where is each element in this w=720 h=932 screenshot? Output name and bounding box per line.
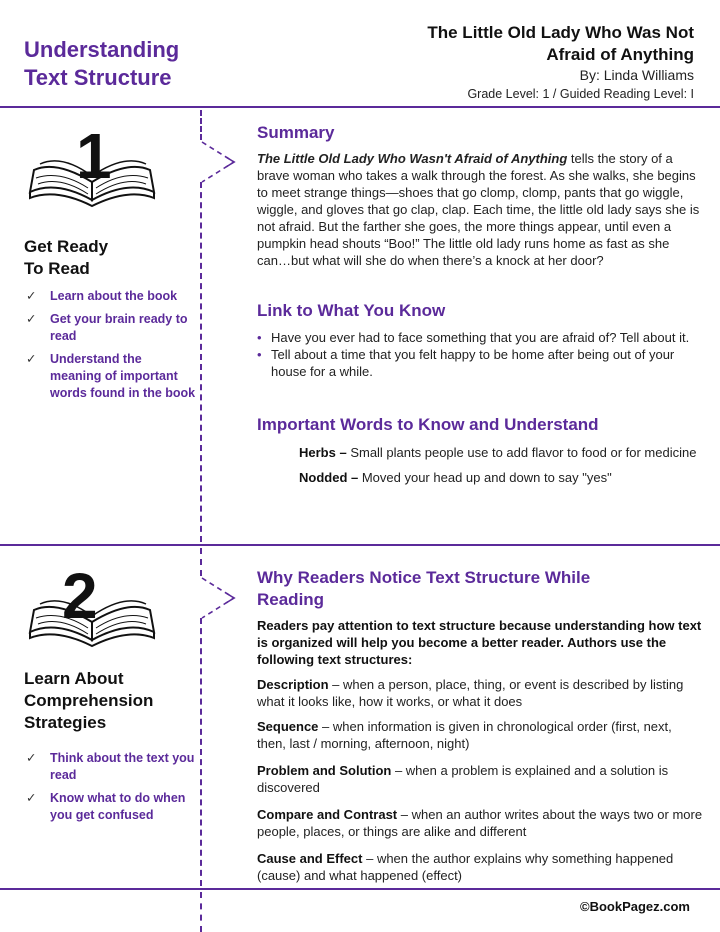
page-title-line1: Understanding — [24, 37, 180, 62]
structure-item: Description – when a person, place, thing, or event is described by listing what it looks like, how it works, or what it does — [257, 677, 684, 709]
step2-heading-line3: Strategies — [24, 713, 107, 732]
link-title: Link to What You Know — [257, 301, 446, 320]
check-icon: ✓ — [26, 352, 37, 366]
bullet-icon: • — [257, 330, 262, 345]
checklist-item: ✓ Think about the text you read — [26, 751, 195, 782]
step2-heading — [24, 668, 153, 734]
dashed-divider — [200, 548, 202, 576]
words-title: Important Words to Know and Understand — [257, 415, 599, 434]
summary-title: Summary — [257, 123, 335, 142]
arrow-icon — [200, 140, 240, 184]
check-icon: ✓ — [26, 751, 37, 765]
checklist-item: ✓ Get your brain ready to read — [26, 312, 188, 343]
book-title-italic: The Little Old Lady Who Wasn't Afraid of Anything — [257, 151, 568, 166]
step1-heading-line2: To Read — [24, 259, 90, 278]
why-title: Why Readers Notice Text Structure While Reading — [257, 568, 591, 609]
why-intro: Readers pay attention to text structure because understanding how text is organized will help you become a better reader. Authors use the following text structures: — [257, 618, 702, 667]
page-title-line2: Text Structure — [24, 65, 172, 90]
step1-checklist — [24, 288, 196, 408]
step2-checklist — [24, 750, 196, 830]
dashed-divider — [200, 182, 202, 542]
structure-item: Problem and Solution – when a problem is explained and a solution is discovered — [257, 763, 669, 795]
step-number: 1 — [76, 120, 112, 192]
open-book-icon — [26, 120, 166, 208]
dashed-divider — [200, 110, 202, 140]
check-icon: ✓ — [26, 289, 37, 303]
step-number: 2 — [62, 560, 98, 632]
dashed-divider — [200, 618, 202, 886]
grade-level: Grade Level: 1 / Guided Reading Level: I — [467, 87, 694, 101]
step1-heading-line1: Get Ready — [24, 237, 109, 256]
structure-item: Compare and Contrast – when an author writes about the ways two or more people, places, or things are alike and different — [257, 807, 703, 839]
word-item: Herbs – Small plants people use to add flavor to food or for medicine — [299, 445, 697, 460]
bullet-item: • Tell about a time that you felt happy to be home after being out of your house for a while. — [257, 347, 675, 379]
divider-bottom — [0, 888, 720, 890]
copyright: ©BookPagez.com — [580, 899, 690, 914]
bullet-item: • Have you ever had to face something that you are afraid of? Tell about it. — [257, 330, 690, 345]
step1-heading — [24, 236, 108, 280]
step2-heading-line1: Learn About — [24, 669, 124, 688]
check-icon: ✓ — [26, 312, 37, 326]
link-bullets — [257, 329, 703, 380]
summary-text: The Little Old Lady Who Wasn't Afraid of Anything tells the story of a brave woman who takes a walk through the forest. As she walks, she begins to meet strange things—shoes that go clomp, clomp, pants that go wiggle, wiggle, and gloves that go clap, clap. Each time, the little old lady says she is not afraid. But the farther she goes, the more things appear, until even a pumpkin head shouts “Boo!” The little old lady runs home as fast as she can…but what will she do when there’s a knock at her door? — [257, 151, 700, 268]
bullet-icon: • — [257, 347, 262, 362]
arrow-icon — [200, 576, 240, 620]
summary-section — [257, 122, 703, 269]
checklist-item: ✓ Know what to do when you get confused — [26, 791, 186, 822]
divider-middle — [0, 544, 720, 546]
checklist-item: ✓ Learn about the book — [26, 289, 178, 303]
book-info — [427, 22, 694, 103]
dashed-divider — [200, 892, 202, 932]
step2-heading-line2: Comprehension — [24, 691, 154, 710]
words-section — [257, 414, 703, 494]
check-icon: ✓ — [26, 791, 37, 805]
structure-item: Sequence – when information is given in chronological order (first, next, then, last / morning, afternoon, night) — [257, 719, 672, 751]
checklist-item: ✓ Understand the meaning of important words found in the book — [26, 352, 196, 400]
link-section — [257, 300, 703, 380]
divider-top — [0, 106, 720, 108]
word-item: Nodded – Moved your head up and down to say "yes" — [299, 470, 612, 485]
book-title-line1: The Little Old Lady Who Was Not — [427, 23, 694, 42]
why-section — [257, 567, 703, 884]
open-book-icon — [26, 560, 166, 648]
book-title-line2: Afraid of Anything — [546, 45, 694, 64]
structure-item: Cause and Effect – when the author explains why something happened (cause) and what happened (effect) — [257, 851, 674, 883]
author: By: Linda Williams — [579, 67, 694, 83]
page-title — [24, 36, 179, 92]
